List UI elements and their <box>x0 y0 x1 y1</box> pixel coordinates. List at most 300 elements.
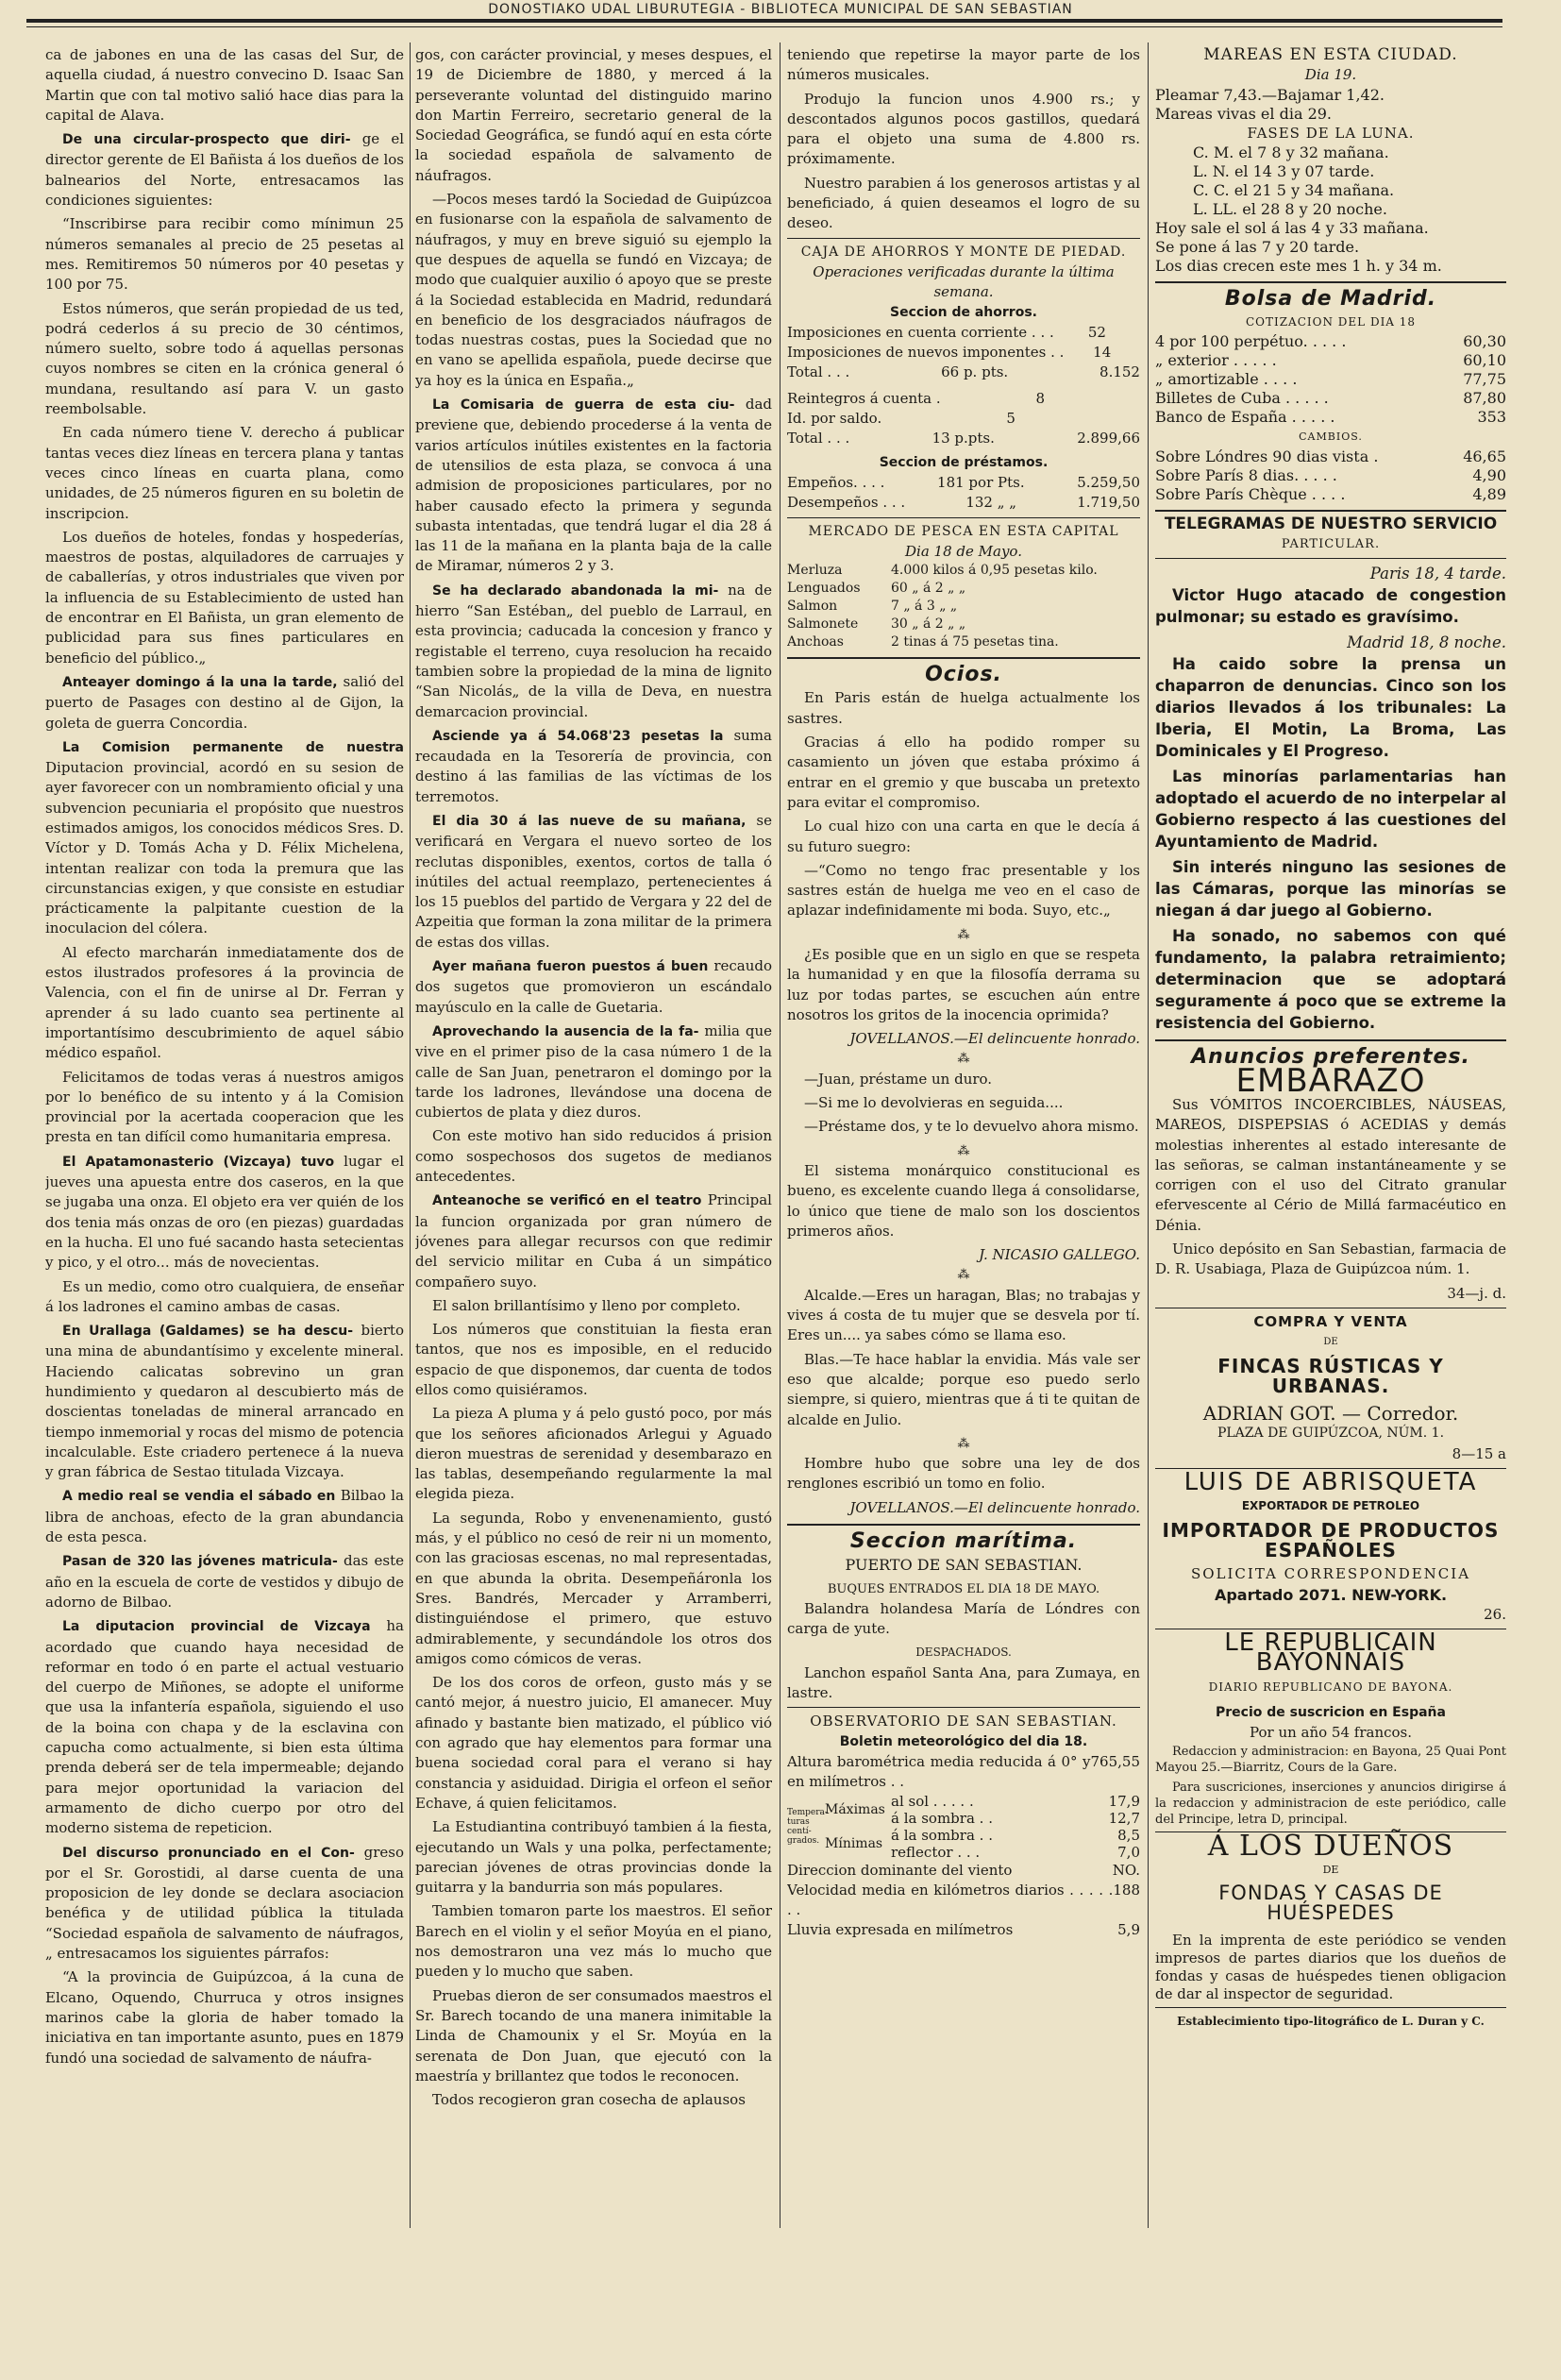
article-text: “Inscribirse para recibir como mínimun 25 números semanales al precio de 25 pesetas al mes. Remitiremos 50 números por 40 pesetas y 100 por 75. <box>45 215 404 294</box>
article-text: greso por el Sr. Gorostidi, al darse cuenta de una proposicion de ley donde se declara asociacion benéfica y de utilidad pública la titulada “Sociedad española de salvamento de náufragos,„ entresacamos los siguientes párrafos: <box>45 1843 404 1963</box>
article-headline: Se ha declarado abandonada la mi- <box>432 582 719 599</box>
table-cell: Lenguados <box>787 581 861 597</box>
article-para <box>415 1296 772 1316</box>
article-para <box>415 1817 772 1898</box>
fincas-title: FINCAS RÚSTICAS Y URBANAS. <box>1217 1354 1444 1397</box>
temp-label: Tempera- turas centí- grados. <box>787 1807 828 1846</box>
article-text: Los dueños de hoteles, fondas y hospederías, maestros de postas, alquiladores de carruajes y de caballerías, y otros industriales que viven por la influencia de su Establecimiento de usted han de encontrar en El Bañista, un gran elemento de publicidad para sus fines particulares en beneficio del público.„ <box>45 528 404 667</box>
table-cell: Total . . . <box>787 363 850 381</box>
article-headline: Asciende ya á 54.068'23 pesetas la <box>432 728 724 744</box>
column-1 <box>45 45 404 2226</box>
table-cell: Reintegros á cuenta . <box>787 389 941 407</box>
table-cell: 8 <box>1035 389 1046 407</box>
table-cell: 60,30 <box>1463 332 1506 351</box>
lluvia-label: Lluvia expresada en milímetros <box>787 1921 1014 1939</box>
divider <box>787 517 1140 518</box>
article-text: La segunda, Robo y envenenamiento, gustó más, y el público no cesó de reir ni un momento, con las graciosas escenas, no mal representadas, en que abunda la obrita. Desempeñáronla los Sres. Bandrés, Mercader y Arramberri, distinguiéndose el primero, que estuvo admirablemente, y secundándole los otros dos amigos como cómicos de veras. <box>415 1509 772 1667</box>
alt-label: Altura barométrica media reducida á 0° y en milímetros . . <box>787 1752 1091 1791</box>
text-line: L. N. el 14 3 y 07 tarde. <box>1193 161 1375 180</box>
article-para <box>415 1509 772 1669</box>
article-text: Los números que constituian la fiesta eran tantos, que nos es imposible, en el reducido espacio de que disponemos, dar cuenta de todos ellos como quisiéramos. <box>415 1321 772 1398</box>
table-cell: á la sombra . . <box>891 1826 993 1844</box>
article-text: Bilbao la libra de anchoas, efecto de la gran abundancia de esta pesca. <box>45 1487 404 1546</box>
article-text: El salon brillantísimo y lleno por completo. <box>432 1296 741 1314</box>
temp-row <box>891 1844 1140 1861</box>
table-row <box>787 473 1140 493</box>
embarazo-deposito: Unico depósito en San Sebastian, farmacia de D. R. Usabiaga, Plaza de Guipúzcoa núm. 1. <box>1155 1241 1506 1278</box>
suscriciones-text: Para suscriciones, inserciones y anuncios dirigirse á la redaccion y administracion de este periódico, calle del Principe, letra D, principal. <box>1155 1780 1506 1827</box>
tele-para: Ha sonado, no sabemos con qué fundamento, la palabra retraimiento; determinacion que se adoptará seguramente á poco que se extreme la resistencia del Gobierno. <box>1155 927 1506 1033</box>
table-cell: 181 por Pts. <box>937 473 1025 491</box>
article-text: “A la provincia de Guipúzcoa, á la cuna de Elcano, Oquendo, Churruca y otros insignes marinos cabe la gloria de haber tomado la iniciativa en tan importante asunto, pues en 1879 fundó una sociedad de salvamento de náufra- <box>45 1968 404 2067</box>
tele-para: Sin interés ninguno las sesiones de las Cámaras, porque las minorías se niegan á dar juego al Gobierno. <box>1155 858 1506 920</box>
divider <box>787 657 1140 659</box>
tele-para: Las minorías parlamentarias han adoptado el acuerdo de no interpelar al Gobierno respecto á las cuestiones del Ayuntamiento de Madrid. <box>1155 768 1506 852</box>
ocios-quote: ¿Es posible que en un siglo en que se respeta la humanidad y en que la filosofía derrama su luz por todas partes, se escuchen aún entre nosotros los gritos de la inocencia oprimida? <box>787 945 1140 1023</box>
duenos-title: Á LOS DUEÑOS <box>1207 1829 1454 1863</box>
table-cell: Imposiciones en cuenta corriente . . . <box>787 323 1054 341</box>
table-row <box>1155 370 1506 389</box>
article-headline: A medio real se vendia el sábado en <box>62 1489 336 1505</box>
ocios-para: Lo cual hizo con una carta en que le decía á su futuro suegro: <box>787 818 1140 855</box>
table-cell: Merluza <box>787 563 843 579</box>
maritima-title: Seccion marítima. <box>849 1529 1078 1553</box>
article-headline: Anteayer domingo á la una la tarde, <box>62 674 338 690</box>
text-line: Se pone á las 7 y 20 tarde. <box>1155 237 1360 256</box>
divider <box>1155 510 1506 512</box>
luis-title: LUIS DE ABRISQUETA <box>1183 1468 1478 1497</box>
repub-title: LE REPUBLICAIN BAYONNAIS <box>1224 1629 1437 1678</box>
column-3 <box>787 45 1140 2226</box>
text-line: C. C. el 21 5 y 34 mañana. <box>1193 180 1395 199</box>
article-text: na de hierro “San Estéban„ del pueblo de Larraul, en esta provincia; caducada la concesion y franco y registable el terreno, cuya resolucion ha recaido tambien sobre la propiedad de la mina de lignito “San Nicolás„ de la villa de Deva, en nuestra demarcacion provincial. <box>415 581 772 720</box>
article-headline: La diputacion provincial de Vizcaya <box>62 1619 371 1635</box>
observatorio-title: OBSERVATORIO DE SAN SEBASTIAN. <box>810 1713 1117 1730</box>
article-headline: La Comisaria de guerra de esta ciu- <box>432 397 735 414</box>
article-para <box>415 2090 772 2110</box>
article-para <box>415 190 772 391</box>
mercado-date: Dia 18 de Mayo. <box>905 542 1022 560</box>
alt-value: 765,55 <box>1090 1752 1140 1770</box>
fases-title: FASES DE LA LUNA. <box>1247 124 1415 142</box>
table-cell: Sobre Lóndres 90 dias vista . <box>1155 447 1379 465</box>
article-para <box>45 943 404 1064</box>
article-text: bierto una mina de abundantísimo y excelente mineral. Haciendo calicatas sobrevino un gran hundimiento y quedaron al descubierto más de doscientas toneladas de mineral arrancado en tiempo inmemorial y rocas del mismo de potencia incalculable. Este criadero pertenece á la nueva y gran fábrica de Sestao titulada Vizcaya. <box>45 1322 404 1481</box>
telegramas-body <box>1155 563 1506 1034</box>
plaza-ref: 8—15 a <box>1452 1444 1506 1462</box>
quote-signature: JOVELLANOS.—El delincuente honrado. <box>849 1030 1140 1048</box>
ocios-dialog: Blas.—Te hace hablar la envidia. Más vale ser eso que alcalde; porque eso puedo serlo siempre, si quiero, mientras que á ti te quitan de alcalde en Julio. <box>787 1350 1140 1428</box>
adrian-line: ADRIAN GOT. — Corredor. <box>1202 1402 1459 1426</box>
tele-para: Victor Hugo atacado de congestion pulmonar; su estado es gravísimo. <box>1155 586 1506 627</box>
imprenta-text: En la imprenta de este periódico se venden impresos de partes diarios que los dueños de fondas y casas de huéspedes tienen obligacion de dar al inspector de seguridad. <box>1155 1931 1506 2002</box>
asterism: ⁂ <box>957 1268 970 1283</box>
article-text: Pruebas dieron de ser consumados maestros el Sr. Barech tocando de una manera inimitable la Linda de Chamounix y el Sr. Moyúa en la serenata de Don Juan, que ejecutó con la maestría y brillantez que todos le reconocen. <box>415 1986 772 2085</box>
solicita-line: SOLICITA CORRESPONDENCIA <box>1190 1565 1471 1583</box>
plaza-line: PLAZA DE GUIPÚZCOA, NÚM. 1. <box>1217 1426 1445 1442</box>
mareas-title: MAREAS EN ESTA CIUDAD. <box>1203 45 1458 64</box>
ocios-para: En Paris están de huelga actualmente los sastres. <box>787 689 1140 727</box>
article-para <box>415 1404 772 1504</box>
table-cell: Imposiciones de nuevos imponentes . . <box>787 344 1065 362</box>
article-text: La pieza A pluma y á pelo gustó poco, por más que los señores aficionados Arlegui y Aguado dieron muestras de serenidad y desembarazo en las tablas, desempeñando regularmente la mal elegida pieza. <box>415 1405 772 1503</box>
text-line <box>787 616 1140 633</box>
table-cell: 2 tinas á 75 pesetas tina. <box>891 634 1059 650</box>
precio-value: Por un año 54 francos. <box>1249 1724 1413 1742</box>
divider <box>787 238 1140 239</box>
article-para <box>415 811 772 953</box>
intro-para: Produjo la funcion unos 4.900 rs.; y descontados algunos pocos gastillos, quedará para el objeto una suma de 4.800 rs. próximamente. <box>787 90 1140 168</box>
intro-para: Nuestro parabien á los generosos artistas y al beneficiado, á quien deseamos el logro de su deseo. <box>787 174 1140 232</box>
article-para <box>415 395 772 577</box>
article-text: salió del puerto de Pasages con destino al de Gijon, la goleta de guerra Concordia. <box>45 672 404 732</box>
article-headline: Ayer mañana fueron puestos á buen <box>432 959 709 975</box>
article-headline: En Urallaga (Galdames) se ha descu- <box>62 1324 354 1340</box>
caja-title: CAJA DE AHORROS Y MONTE DE PIEDAD. <box>800 244 1127 260</box>
article-para <box>45 1616 404 1838</box>
article-text: Con este motivo han sido reducidos á prision como sospechosos dos sugetos de medianos antecedentes. <box>415 1127 772 1186</box>
article-para <box>415 1986 772 2086</box>
asterism: ⁂ <box>957 927 970 942</box>
article-text: dad previene que, debiendo procederse á la venta de varios artículos inútiles existentes en la factoria de utensilios de esta plaza, se convoca á una admision de proposiciones particulares, por no haber causado efecto la primera y segunda subasta intentadas, que tendrá lugar el dia 28 á las 11 de la mañana en la planta baja de la calle de Miramar, números 2 y 3. <box>415 396 772 575</box>
sol-lines <box>1155 219 1506 276</box>
article-para <box>45 1321 404 1482</box>
table-cell: 77,75 <box>1463 370 1506 389</box>
table-row <box>1155 351 1506 370</box>
article-para <box>415 956 772 1018</box>
table-cell: 4,90 <box>1472 465 1506 484</box>
divider <box>1155 1039 1506 1041</box>
column-divider <box>1148 42 1149 2228</box>
table-cell: 60 „ á 2 „ „ <box>891 581 966 597</box>
telegramas-title: TELEGRAMAS DE NUESTRO SERVICIO <box>1164 514 1498 533</box>
article-para <box>45 1843 404 1965</box>
article-headline: Anteanoche se verificó en el teatro <box>432 1193 702 1209</box>
viento-value: NO. <box>1112 1861 1140 1879</box>
ocios-para: —“Como no tengo frac presentable y los sastres están de huelga me veo en el caso de aplazar indefinidamente mi boda. Suyo, etc.„ <box>787 861 1140 920</box>
establecimiento-line: Establecimiento tipo-litográfico de L. Duran y C. <box>1177 2014 1485 2028</box>
temp-row <box>891 1793 1140 1810</box>
table-row <box>787 389 1140 409</box>
article-para <box>415 1021 772 1122</box>
table-cell: 4.000 kilos á 0,95 pesetas kilo. <box>891 563 1098 579</box>
article-text: Tambien tomaron parte los maestros. El señor Barech en el violin y el señor Moyúa en el piano, nos demostraron una vez más lo mucho que pueden y lo mucho que saben. <box>415 1902 772 1981</box>
top-rule-thin <box>26 26 1502 27</box>
article-text: ha acordado que cuando haya necesidad de reformar en todo ó en parte el actual vestuario del cuerpo de Miñones, se adopte el uniforme que usa la infantería española, siguiendo el uso de la boina con chapa y de la esclavina con capucha como actualmente, si bien esta última prenda deberá ser de tela impermeable; dejando para mejor oportunidad la variacion del armamento de dicho cuerpo por otro del moderno sistema de repeticion. <box>45 1617 404 1837</box>
table-row <box>1155 408 1506 427</box>
mercado-title: MERCADO DE PESCA EN ESTA CAPITAL <box>808 523 1119 539</box>
article-para <box>415 1673 772 1814</box>
text-line <box>787 598 1140 616</box>
table-cell: Desempeños . . . <box>787 494 906 512</box>
mareas-day: Dia 19. <box>1304 66 1357 84</box>
article-text: ca de jabones en una de las casas del Sur, de aquella ciudad, á nuestro convecino D. Isaac San Martin que con tal motivo salió hace dias para la capital de Alava. <box>45 46 404 124</box>
caja-subtitle: Operaciones verificadas durante la última semana. <box>813 262 1115 301</box>
cotizacion: COTIZACION DEL DIA 18 <box>1245 315 1417 329</box>
article-headline: El Apatamonasterio (Vizcaya) tuvo <box>62 1154 335 1170</box>
ocios-title: Ocios. <box>925 663 1002 687</box>
cambios-title: CAMBIOS. <box>1299 430 1363 444</box>
table-cell: Id. por saldo. <box>787 410 882 428</box>
article-text: La Estudiantina contribuyó tambien á la fiesta, ejecutando un Wals y una polka, perfectamente; parecian jóvenes de otras provincias donde la guitarra y la bandurria son más populares. <box>415 1818 772 1897</box>
text-line <box>787 562 1140 580</box>
caja-prestamos-table <box>787 473 1140 514</box>
table-cell: 46,65 <box>1463 447 1506 465</box>
ocios-dialog: Alcalde.—Eres un haragan, Blas; no trabajas y vives á costa de tu mujer que se desvela por tí. Eres un.... ya sabes cómo se llama eso. <box>787 1286 1140 1344</box>
article-headline: La Comision permanente de nuestra <box>62 739 404 755</box>
table-cell: 7,0 <box>1117 1843 1140 1861</box>
table-cell: reflector . . . <box>891 1843 981 1861</box>
text-line: C. M. el 7 8 y 32 mañana. <box>1193 143 1389 161</box>
article-para <box>45 1277 404 1318</box>
text-line: Hoy sale el sol á las 4 y 33 mañana. <box>1155 218 1429 237</box>
ocios-quote: Hombre hubo que sobre una ley de dos renglones escribió un tomo en folio. <box>787 1455 1140 1493</box>
article-text: Al efecto marcharán inmediatamente dos de estos ilustrados profesores á la provincia de Valencia, con el fin de unirse al Dr. Ferran y aprender á su lado cuanto sea pertinente al importantísimo descubrimiento de aquel sábio médico español. <box>45 943 404 1062</box>
table-cell: Sobre París Chèque . . . . <box>1155 484 1346 503</box>
entrados-title: BUQUES ENTRADOS EL DIA 18 DE MAYO. <box>827 1581 1100 1596</box>
article-para <box>45 528 404 668</box>
compra-title: COMPRA Y VENTA <box>1253 1312 1408 1330</box>
article-text: En cada número tiene V. derecho á publicar tantas veces diez líneas en tercera plana y tantas veces cinco líneas en cuarta plana, como unidades, de 25 números figuren en su boletin de inscripcion. <box>45 424 404 522</box>
article-text: se verificará en Vergara el nuevo sorteo de los reclutas disponibles, exentos, cortos de talla ó inútiles del actual reemplazo, pertenecientes á los 15 pueblos del partido de Vergara y 22 del de Azpeitia que forman la zona militar de la primera de estas dos villas. <box>415 811 772 951</box>
embarazo-title: EMBARAZO <box>1235 1061 1426 1100</box>
table-cell: 2.899,66 <box>1077 430 1140 447</box>
table-row <box>1155 485 1506 504</box>
table-row <box>1155 389 1506 408</box>
tele-para: Ha caido sobre la prensa un chaparron de denuncias. Cinco son los diarios llevados á los tribunales: La Iberia, El Motin, La Broma, Las Dominicales y El Progreso. <box>1155 655 1506 761</box>
article-para <box>45 1152 404 1274</box>
article-para <box>45 1551 404 1612</box>
table-cell: 66 p. pts. <box>941 363 1009 381</box>
table-cell: 132 „ „ <box>965 494 1017 512</box>
article-para <box>415 1126 772 1187</box>
table-row <box>1155 466 1506 485</box>
table-row <box>787 343 1140 363</box>
embarazo-ref: 34—j. d. <box>1447 1284 1506 1302</box>
article-para <box>45 129 404 211</box>
quote-signature: JOVELLANOS.—El delincuente honrado. <box>849 1498 1140 1516</box>
table-cell: 4 por 100 perpétuo. . . . . <box>1155 332 1347 351</box>
export-line: EXPORTADOR DE PETROLEO <box>1241 1499 1420 1513</box>
article-text: Felicitamos de todas veras á nuestros amigos por lo benéfico de su intento y á la Comision provincial por la acertada cooperacion que les presta en tan difícil como humanitaria empresa. <box>45 1068 404 1146</box>
min-label: Mínimas <box>825 1835 883 1851</box>
text-line: Pleamar 7,43.—Bajamar 1,42. <box>1155 85 1385 104</box>
bolsa-table <box>1155 332 1506 427</box>
table-cell: 8,5 <box>1117 1826 1140 1844</box>
ocios-dialog: —Préstame dos, y te lo devuelvo ahora mismo. <box>804 1118 1139 1136</box>
max-label: Máximas <box>825 1801 885 1817</box>
ocios-dialog: —Si me lo devolvieras en seguida.... <box>804 1094 1064 1112</box>
table-row <box>787 493 1140 513</box>
table-cell: 52 <box>1087 323 1106 341</box>
table-cell: á la sombra . . <box>891 1809 993 1827</box>
table-row <box>1155 447 1506 466</box>
article-para <box>415 1901 772 1982</box>
source-header: DONOSTIAKO UDAL LIBURUTEGIA - BIBLIOTECA MUNICIPAL DE SAN SEBASTIAN <box>488 2 1073 17</box>
article-para <box>45 1068 404 1148</box>
text-line: Los dias crecen este mes 1 h. y 34 m. <box>1155 256 1442 275</box>
compra-de: DE <box>1323 1337 1338 1348</box>
text-line: Mareas vivas el dia 29. <box>1155 104 1333 123</box>
article-text: das este año en la escuela de corte de vestidos y dibujo de adorno de Bilbao. <box>45 1552 404 1611</box>
observatorio-table <box>787 1752 1140 1941</box>
divider <box>1155 281 1506 283</box>
anuncios-title: Anuncios preferentes. <box>1191 1045 1470 1070</box>
temp-values <box>891 1793 1140 1861</box>
table-cell: 5 <box>1006 410 1015 428</box>
article-para <box>45 423 404 523</box>
temp-row <box>891 1810 1140 1827</box>
article-para <box>45 45 404 126</box>
telegramas-subtitle: PARTICULAR. <box>1281 537 1381 552</box>
table-row <box>787 323 1140 343</box>
table-cell: Billetes de Cuba . . . . . <box>1155 389 1329 408</box>
article-text: milia que vive en el primer piso de la casa número 1 de la calle de San Juan, penetraron el domingo por la tarde los ladrones, llevándose una docena de cubiertos de plata y diez duros. <box>415 1021 772 1122</box>
article-para <box>415 581 772 722</box>
tele-date: Paris 18, 4 tarde. <box>1369 565 1506 583</box>
article-headline: El dia 30 á las nueve de su mañana, <box>432 813 747 829</box>
article-para <box>415 1320 772 1400</box>
article-text: ge el director gerente de El Bañista á los dueños de los balnearios del Norte, entresacamos las condiciones siguientes: <box>45 130 404 210</box>
ocios-dialog: —Juan, préstame un duro. <box>804 1070 993 1088</box>
divider <box>1155 558 1506 559</box>
quote-signature: J. NICASIO GALLEGO. <box>979 1246 1140 1264</box>
observatorio-subtitle: Boletin meteorológico del dia 18. <box>839 1733 1088 1749</box>
despachados-text: Lanchon español Santa Ana, para Zumaya, en lastre. <box>787 1663 1140 1702</box>
table-cell: al sol . . . . . <box>891 1792 974 1810</box>
article-para <box>45 1967 404 2068</box>
article-text: Todos recogieron gran cosecha de aplausos <box>432 2091 746 2109</box>
divider <box>787 1707 1140 1708</box>
ocios-quote: El sistema monárquico constitucional es bueno, es excelente cuando llega á consolidarse, lo único que tiene de malo son los doscientos primeros años. <box>787 1161 1140 1240</box>
mercado-table <box>787 562 1140 651</box>
article-para <box>45 672 404 734</box>
article-para <box>415 1190 772 1291</box>
table-cell: „ amortizable . . . . <box>1155 370 1298 389</box>
column-4 <box>1155 45 1506 2226</box>
fases-list <box>1155 143 1506 219</box>
table-cell: Empeños. . . . <box>787 473 885 491</box>
entrados-text: Balandra holandesa María de Lóndres con carga de yute. <box>787 1599 1140 1638</box>
diario-line: DIARIO REPUBLICANO DE BAYONA. <box>1208 1680 1453 1694</box>
port-title: PUERTO DE SAN SEBASTIAN. <box>845 1556 1083 1575</box>
apartado-line: Apartado 2071. NEW-YORK. <box>1214 1585 1448 1604</box>
veloc-value: 188 <box>1113 1881 1140 1899</box>
article-text: De los dos coros de orfeon, gusto más y se cantó mejor, á nuestro juicio, El amanecer. Muy afinado y bastante bien matizado, el público vió con agrado que hay elementos para formar una buena sociedad coral para el verano si hay constancia y asiduidad. Dirigia el orfeon el señor Echave, á quien felicitamos. <box>415 1674 772 1812</box>
article-text: Estos números, que serán propiedad de us ted, podrá cederlos á su precio de 30 céntimos, número suelto, sobre todo á aquellas personas cuyos nombres se citen en la crónica general ó mundana, resultando así para V. un gasto reembolsable. <box>45 299 404 418</box>
article-text: Diputacion provincial, acordó en su sesion de ayer favorecer con un nombramiento oficial y una subvencion pecuniaria el propósito que nuestros estimados amigos, los conocidos médicos Sres. D. Víctor y D. Tomás Acha y D. Félix Michelena, intentan realizar con toda la premura que las circunstancias exigen, y que consiste en estudiar prácticamente la palpitante cuestion de la inoculacion del cólera. <box>45 759 404 937</box>
caja-reintegros-table <box>787 389 1140 449</box>
bolsa-title: Bolsa de Madrid. <box>1224 286 1437 311</box>
column-2 <box>415 45 772 2226</box>
mareas-lines <box>1155 86 1506 124</box>
table-cell: Salmonete <box>787 616 859 633</box>
table-cell: 8.152 <box>1099 363 1140 381</box>
despachados-title: DESPACHADOS. <box>915 1646 1012 1660</box>
table-cell: 87,80 <box>1463 389 1506 408</box>
article-text: Es un medio, como otro cualquiera, de enseñar á los ladrones el camino ambas de casas. <box>45 1277 404 1315</box>
article-text: gos, con carácter provincial, y meses despues, el 19 de Diciembre de 1880, y merced á la perseverante voluntad del distinguido marino don Martin Ferreiro, secretario general de la Sociedad Geográfica, se fundó aquí en esta córte la sociedad española de salvamento de náufragos. <box>415 46 772 184</box>
table-row <box>787 429 1140 448</box>
table-cell: 7 „ á 3 „ „ <box>891 599 958 615</box>
article-text: —Pocos meses tardó la Sociedad de Guipúzcoa en fusionarse con la española de salvamento de náufragos, y muy en breve siguió su ejemplo la que despues de aquella se fundó en Vizcaya; de modo que cualquier auxilio ó apoyo que se preste á la Sociedad establecida en Madrid, redundará en beneficio de los desgraciados náufragos de todas nuestras costas, pues la Sociedad que no en vano se apellida española, puede decirse que ya hoy es la única en España.„ <box>415 191 772 389</box>
table-cell: Salmon <box>787 599 838 615</box>
article-text: recaudo dos sugetos que promovieron un escándalo mayúsculo en la calle de Guetaria. <box>415 957 772 1016</box>
fondas-title: FONDAS Y CASAS DE HUÉSPEDES <box>1218 1882 1443 1925</box>
asterism: ⁂ <box>957 1052 970 1067</box>
article-para <box>415 45 772 186</box>
intro-para: teniendo que repetirse la mayor parte de los números musicales. <box>787 46 1140 84</box>
table-row <box>787 409 1140 429</box>
caja-ahorros-table <box>787 323 1140 383</box>
article-text: lugar el jueves una apuesta entre dos caseros, en la que se jugaba una onza. El objeto era ver quién de los dos tenia más onzas de oro (en piezas) guardadas en la hucha. El uno fué sacando hasta setecientas y pico, y el otro... más de novecientas. <box>45 1152 404 1272</box>
ocios-para: Gracias á ello ha podido romper su casamiento un jóven que estaba próximo á entrar en el gremio y que buscaba un pretexto para evitar el compromiso. <box>787 734 1140 811</box>
table-cell: Total . . . <box>787 430 850 447</box>
article-headline: Aprovechando la ausencia de la fa- <box>432 1023 699 1039</box>
duenos-de: DE <box>1322 1863 1339 1876</box>
article-headline: Del discurso pronunciado en el Con- <box>62 1845 355 1861</box>
precio-line: Precio de suscricion en España <box>1216 1704 1446 1720</box>
luis-ref: 26. <box>1484 1605 1506 1623</box>
table-cell: 17,9 <box>1108 1792 1140 1810</box>
temp-row <box>891 1827 1140 1844</box>
text-line <box>787 633 1140 651</box>
text-line <box>787 580 1140 598</box>
prestamos-title: Seccion de préstamos. <box>879 454 1049 470</box>
temp-groups <box>825 1801 891 1852</box>
table-row <box>1155 332 1506 351</box>
importador-line: IMPORTADOR DE PRODUCTOS ESPAÑOLES <box>1162 1518 1500 1561</box>
article-para <box>45 214 404 295</box>
table-cell: „ exterior . . . . . <box>1155 351 1277 370</box>
article-text: Principal la funcion organizada por gran número de jóvenes para allegar recursos con que redimir del servicio militar en Cuba á un simpático compañero suyo. <box>415 1191 772 1291</box>
article-headline: De una circular-prospecto que diri- <box>62 132 351 148</box>
table-cell: 30 „ á 2 „ „ <box>891 616 966 633</box>
table-cell: 13 p.pts. <box>932 430 995 447</box>
article-para <box>45 1486 404 1547</box>
table-cell: Sobre París 8 dias. . . . . <box>1155 465 1337 484</box>
table-cell: 12,7 <box>1108 1809 1140 1827</box>
table-cell: 5.259,50 <box>1077 473 1140 491</box>
divider <box>787 1524 1140 1526</box>
tele-date: Madrid 18, 8 noche. <box>1347 633 1506 652</box>
table-cell: 1.719,50 <box>1077 494 1140 512</box>
text-line: L. LL. el 28 8 y 20 noche. <box>1193 199 1387 218</box>
table-cell: 353 <box>1477 408 1506 427</box>
table-cell: 4,89 <box>1472 484 1506 503</box>
embarazo-text: Sus VÓMITOS INCOERCIBLES, NÁUSEAS, MAREOS, DISPEPSIAS ó ACEDIAS y demás molestias inherentes al estado interesante de las señoras, se calman instantáneamente y se corrigen con el uso del Citrato granular efervescente al Cério de Millá farmacéutico en Dénia. <box>1155 1095 1506 1234</box>
table-cell: Anchoas <box>787 634 844 650</box>
cambios-table <box>1155 447 1506 504</box>
column-divider <box>410 42 411 2228</box>
lluvia-value: 5,9 <box>1117 1921 1140 1939</box>
table-row <box>787 363 1140 382</box>
redaccion-text: Redaccion y administracion: en Bayona, 25 Quai Pont Mayou 25.—Biarritz, Cours de la Gare. <box>1155 1744 1506 1775</box>
divider <box>1155 2007 1506 2008</box>
table-cell: 60,10 <box>1463 351 1506 370</box>
ahorros-title: Seccion de ahorros. <box>890 304 1037 320</box>
article-text: suma recaudada en la Tesorería de provincia, con destino á las familias de las víctimas de los terremotos. <box>415 726 772 805</box>
viento-label: Direccion dominante del viento <box>787 1861 1013 1879</box>
asterism: ⁂ <box>957 1143 970 1158</box>
table-cell: 14 <box>1093 344 1112 362</box>
article-para <box>45 737 404 939</box>
veloc-label: Velocidad media en kilómetros diarios . . . . . . . <box>787 1881 1114 1919</box>
table-cell: Banco de España . . . . . <box>1155 408 1335 427</box>
top-rule <box>26 19 1502 23</box>
article-para <box>415 726 772 807</box>
article-para <box>45 299 404 420</box>
